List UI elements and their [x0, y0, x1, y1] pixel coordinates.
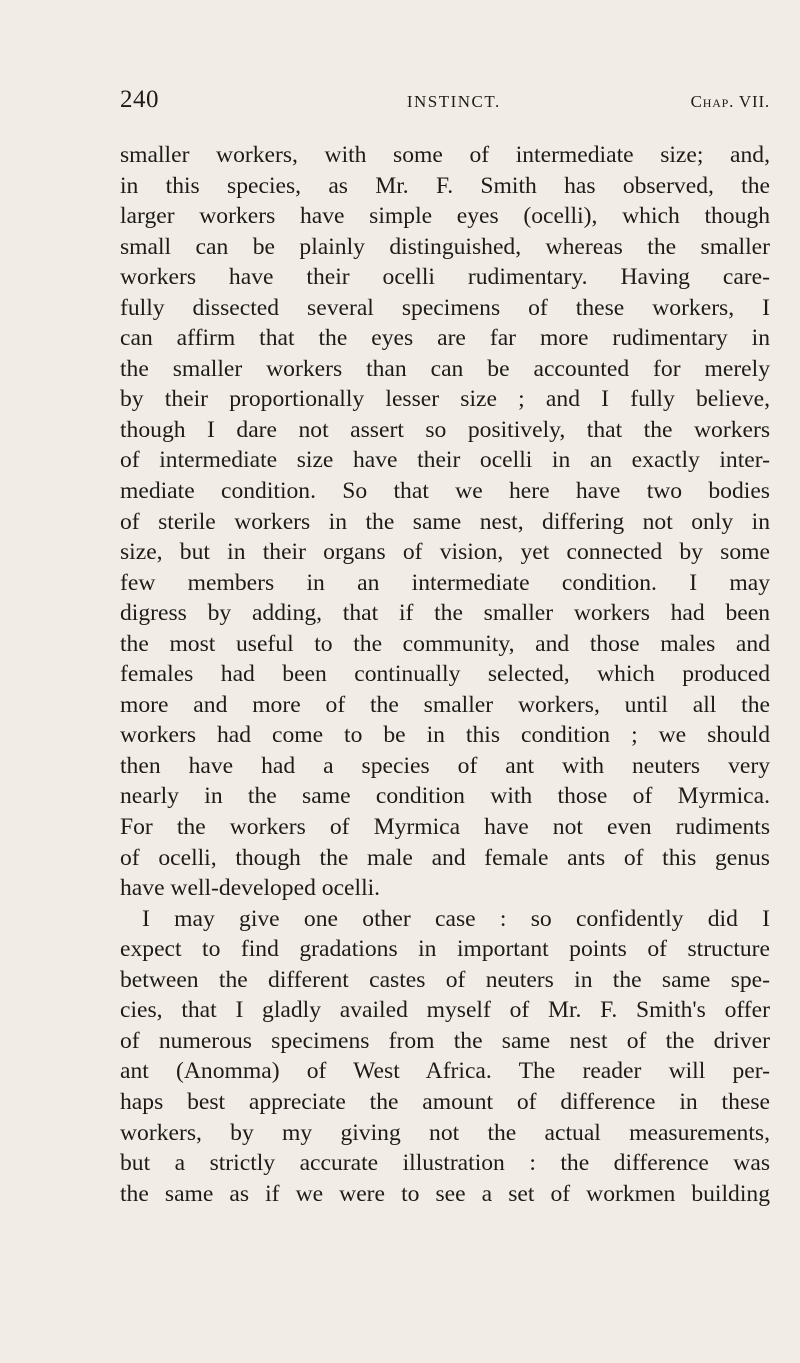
body-text	[120, 140, 770, 1209]
text-line: the most useful to the community, and those males and	[120, 630, 770, 657]
chapter-label: Chap. VII.	[690, 92, 770, 111]
page-number: 240	[120, 86, 159, 113]
text-line: though I dare not assert so positively, that the workers	[120, 416, 770, 443]
text-line: workers have their ocelli rudimentary. Having care-	[120, 264, 770, 291]
text-line: workers had come to be in this condition ; we should	[120, 722, 770, 749]
text-line: can affirm that the eyes are far more rudimentary in	[120, 325, 770, 352]
text-line: in this species, as Mr. F. Smith has observed, the	[120, 172, 770, 199]
text-line: For the workers of Myrmica have not even rudiments	[120, 814, 770, 841]
text-line: the same as if we were to see a set of workmen building	[120, 1180, 770, 1207]
text-line: by their proportionally lesser size ; and I fully believe,	[120, 386, 770, 413]
running-head	[120, 86, 770, 126]
text-line: then have had a species of ant with neuters very	[120, 752, 770, 779]
text-line: but a strictly accurate illustration : the difference was	[120, 1150, 770, 1177]
text-line: cies, that I gladly availed myself of Mr. F. Smith's offer	[120, 997, 770, 1024]
book-page	[120, 86, 770, 1209]
text-line: between the different castes of neuters in the same spe-	[120, 966, 770, 993]
text-line: digress by adding, that if the smaller workers had been	[120, 600, 770, 627]
text-line: of sterile workers in the same nest, differing not only in	[120, 508, 770, 535]
text-line: the smaller workers than can be accounted for merely	[120, 355, 770, 382]
text-line: nearly in the same condition with those of Myrmica.	[120, 783, 770, 810]
text-line: expect to find gradations in important points of structure	[120, 936, 770, 963]
text-line: size, but in their organs of vision, yet connected by some	[120, 539, 770, 566]
text-line: more and more of the smaller workers, until all the	[120, 691, 770, 718]
text-line: mediate condition. So that we here have two bodies	[120, 478, 770, 505]
text-line: few members in an intermediate condition. I may	[120, 569, 770, 596]
text-line: females had been continually selected, which produced	[120, 661, 770, 688]
running-title: INSTINCT.	[406, 92, 501, 111]
text-line: small can be plainly distinguished, whereas the smaller	[120, 233, 770, 260]
text-line: larger workers have simple eyes (ocelli), which though	[120, 203, 770, 230]
text-line: of intermediate size have their ocelli in an exactly inter-	[120, 447, 770, 474]
text-line: of ocelli, though the male and female ants of this genus	[120, 844, 770, 871]
text-line: fully dissected several specimens of these workers, I	[120, 294, 770, 321]
text-line: of numerous specimens from the same nest of the driver	[120, 1027, 770, 1054]
text-line: haps best appreciate the amount of difference in these	[120, 1088, 770, 1115]
text-line: I may give one other case : so confidently did I	[142, 905, 770, 932]
text-line: have well-developed ocelli.	[120, 875, 381, 902]
text-line: ant (Anomma) of West Africa. The reader will per-	[120, 1058, 770, 1085]
text-line: workers, by my giving not the actual measurements,	[120, 1119, 770, 1146]
text-line: smaller workers, with some of intermediate size; and,	[120, 142, 770, 168]
